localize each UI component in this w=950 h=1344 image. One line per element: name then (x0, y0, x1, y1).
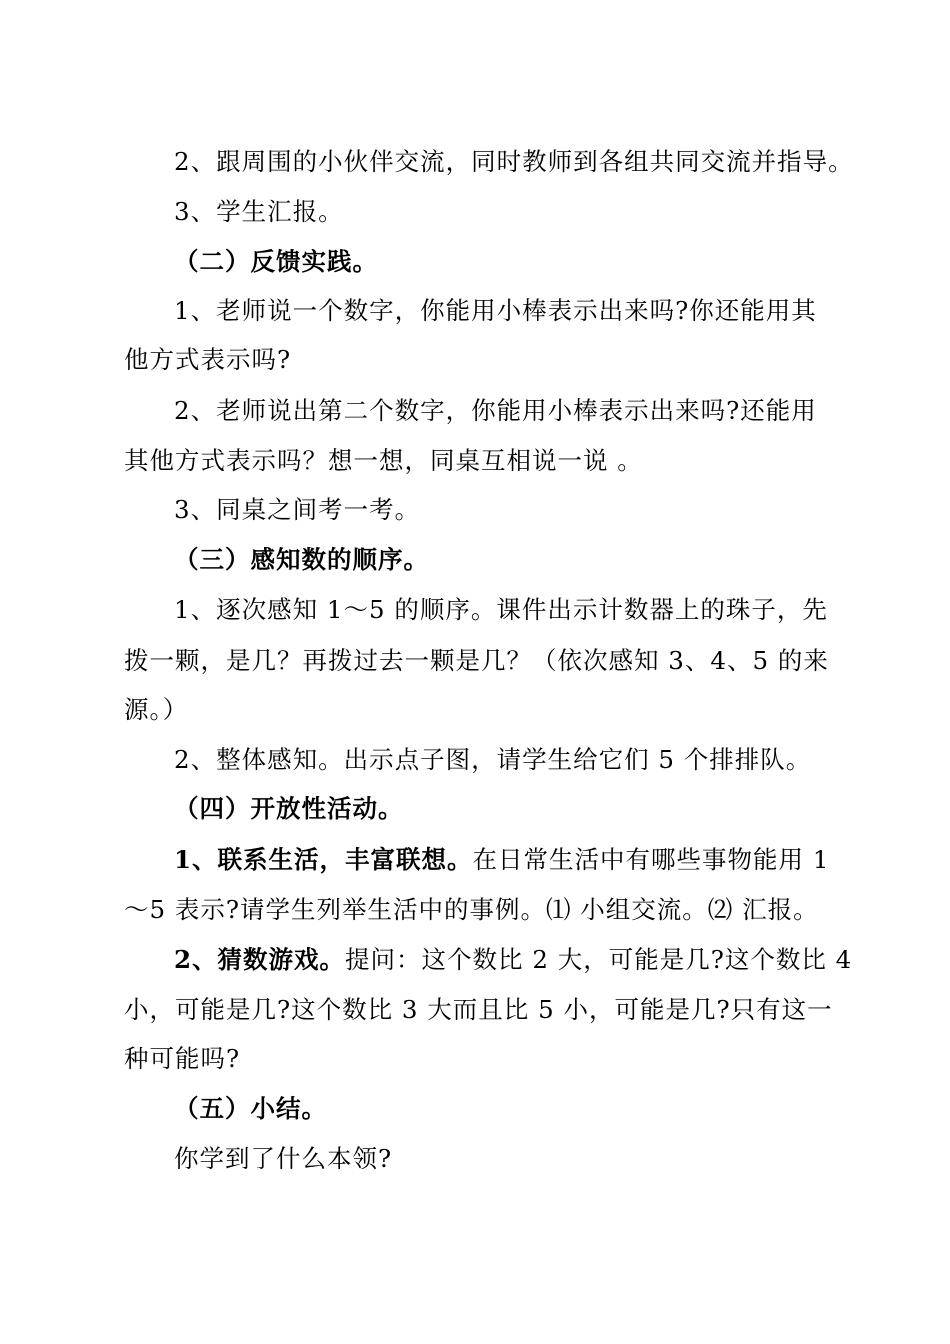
line-lead-text: 1、联系生活，丰富联想。 (174, 845, 473, 874)
paragraph-line (124, 646, 829, 676)
line-text: 2、老师说出第二个数字，你能用小棒表示出来吗?还能用 (174, 396, 817, 425)
paragraph-line (174, 745, 811, 775)
paragraph-line (174, 396, 817, 426)
section-heading (174, 1094, 327, 1124)
line-text: ～5 表示?请学生列举生活中的事例。⑴ 小组交流。⑵ 汇报。 (124, 895, 819, 924)
line-text: 你学到了什么本领? (174, 1144, 393, 1173)
paragraph-line (124, 895, 819, 925)
line-text: 种可能吗? (124, 1044, 241, 1073)
paragraph-line (174, 845, 829, 875)
paragraph-line (174, 147, 854, 177)
paragraph-line (124, 1044, 240, 1074)
heading-text: （五）小结。 (174, 1094, 327, 1123)
line-text: 他方式表示吗? (124, 345, 292, 374)
paragraph-line (174, 296, 817, 326)
line-text: 拨一颗，是几？再拨过去一颗是几？（依次感知 3、4、5 的来 (124, 646, 829, 675)
line-text: 1、老师说一个数字，你能用小棒表示出来吗?你还能用其 (174, 296, 817, 325)
paragraph-line (174, 1144, 392, 1174)
paragraph-line (174, 197, 344, 227)
line-text: 源。） (124, 695, 189, 724)
paragraph-line (174, 595, 828, 625)
line-text: 2、整体感知。出示点子图，请学生给它们 5 个排排队。 (174, 745, 812, 774)
heading-text: （四）开放性活动。 (174, 794, 404, 823)
line-text: 2、跟周围的小伙伴交流，同时教师到各组共同交流并指导。 (174, 147, 854, 176)
line-text: 在日常生活中有哪些事物能用 1 (472, 845, 830, 874)
line-text: 其他方式表示吗？想一想，同桌互相说一说 。 (124, 446, 643, 475)
paragraph-line (174, 945, 852, 975)
line-lead-text: 2、猜数游戏。 (174, 945, 346, 974)
section-heading (174, 247, 378, 277)
line-text: 3、学生汇报。 (174, 197, 344, 226)
line-text: 小，可能是几?这个数比 3 大而且比 5 小，可能是几?只有这一 (124, 995, 833, 1024)
paragraph-line (124, 995, 833, 1025)
heading-text: （二）反馈实践。 (174, 247, 378, 276)
section-heading (174, 794, 404, 824)
paragraph-line (124, 446, 643, 476)
line-text: 1、逐次感知 1～5 的顺序。课件出示计数器上的珠子，先 (174, 595, 828, 624)
paragraph-line (124, 345, 291, 375)
line-text: 提问：这个数比 2 大，可能是几?这个数比 4 (345, 945, 853, 974)
section-heading (174, 545, 429, 575)
heading-text: （三）感知数的顺序。 (174, 545, 429, 574)
paragraph-line (174, 495, 420, 525)
line-text: 3、同桌之间考一考。 (174, 495, 421, 524)
paragraph-line (124, 695, 188, 725)
